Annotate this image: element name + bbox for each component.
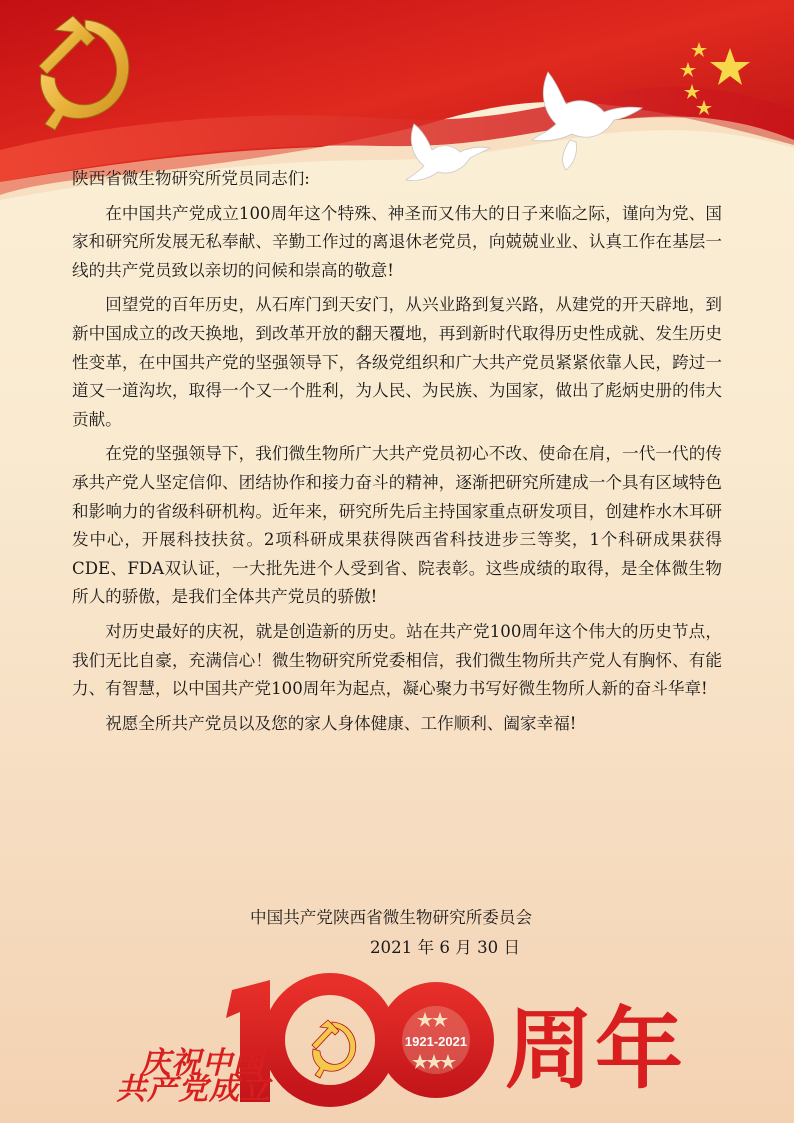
signature-organization: 中国共产党陕西省微生物研究所委员会 <box>250 908 533 927</box>
logo-text-line1: 庆祝中国 <box>140 1046 264 1081</box>
logo-text-line2: 共产党成立 <box>116 1072 271 1107</box>
signature-date: 2021 年 6 月 30 日 <box>370 938 521 957</box>
letter-paragraph: 在党的坚强领导下，我们微生物所广大共产党员初心不改、使命在肩，一代一代的传承共产党人坚定信仰、团结协作和接力奋斗的精神，逐渐把研究所建成一个具有区域特色和影响力的省级科研机构。近年来，研究所先后主持国家重点研发项目，创建柞水木耳研发中心，开展科技扶贫。2项科研成果获得陕西省科技进步三等奖，1个科研成果获得CDE、FDA双认证，一大批先进个人受到省、院表彰。这些成绩的取得，是全体微生物所人的骄傲，是我们全体共产党员的骄傲! <box>72 444 722 607</box>
letter-body <box>72 165 722 738</box>
letter-paragraph: 对历史最好的庆祝，就是创造新的历史。站在共产党100周年这个伟大的历史节点，我们无比自豪，充满信心！微生物研究所党委相信，我们微生物所共产党人有胸怀、有能力、有智慧，以中国共产党100周年为起点，凝心聚力书写好微生物所人新的奋斗华章! <box>72 621 722 699</box>
letter-paragraph: 在中国共产党成立100周年这个特殊、神圣而又伟大的日子来临之际，谨向为党、国家和研究所发展无私奉献、辛勤工作过的离退休老党员，向兢兢业业、认真工作在基层一线的共产党员致以亲切的问候和崇高的敬意! <box>72 203 722 280</box>
digit-zero-ring <box>274 984 386 1096</box>
letter-salutation: 陕西省微生物研究所党员同志们: <box>72 169 310 188</box>
party-emblem-icon <box>312 1020 356 1078</box>
years-label: 1921-2021 <box>404 1034 468 1049</box>
signature-block <box>240 903 600 963</box>
logo-zhounian: 周年 <box>505 998 686 1101</box>
letter-paragraph: 祝愿全所共产党员以及您的家人身体健康、工作顺利、阖家幸福! <box>105 713 577 733</box>
letter-paragraph: 回望党的百年历史，从石库门到天安门，从兴业路到复兴路，从建党的开天辟地，到新中国成立的改天换地，到改革开放的翻天覆地，再到新时代取得历史性成就、发生历史性变革，在中国共产党的坚强领导下，各级党组织和广大共产党员紧紧依靠人民，跨过一道又一道沟坎，取得一个又一个胜利，为人民、为民族、为国家，做出了彪炳史册的伟大贡献。 <box>72 295 722 429</box>
